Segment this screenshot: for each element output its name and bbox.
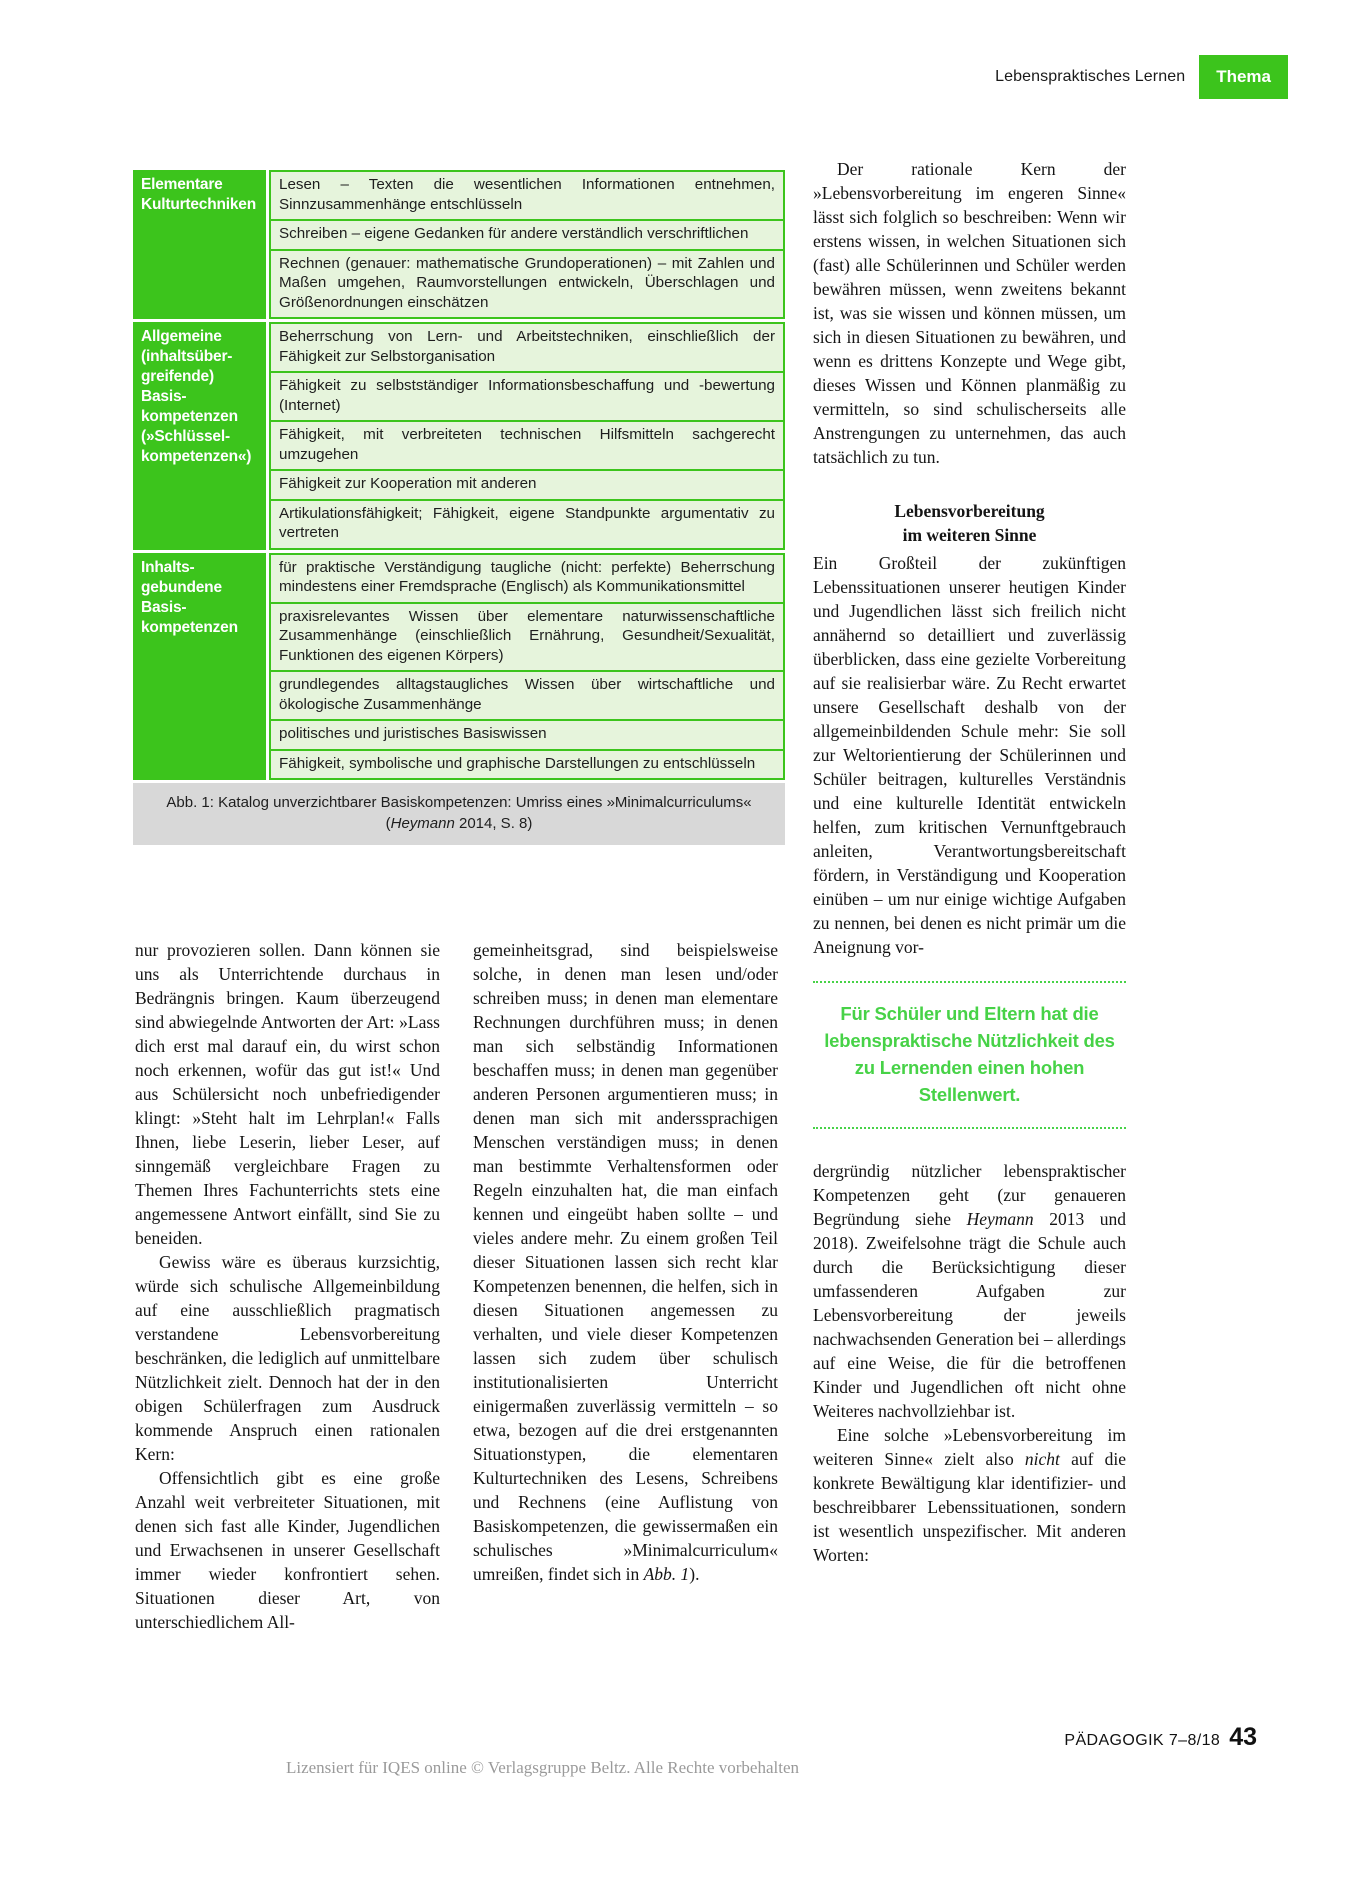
basiskompetenzen-figure — [133, 170, 785, 845]
text-column-left — [135, 938, 440, 1634]
table-cell: Beherrschung von Lern- und Arbeitstechniken, einschließlich der Fähigkeit zur Selbstorganisation — [271, 324, 783, 371]
table-cell: für praktische Verständigung taugliche (nicht: perfekte) Beherrschung mindestens einer Fremdsprache (Englisch) als Kommunikationsmittel — [271, 555, 783, 602]
table-section-inhaltsgebundene-basiskompetenzen — [133, 553, 785, 781]
section-label: Lebenspraktisches Lernen — [995, 68, 1186, 85]
table-cell: praxisrelevantes Wissen über elementare naturwissenschaftliche Zusammenhänge (einschließlich Ernährung, Gesundheit/Sexualität, Funktionen des eigenen Körpers) — [271, 604, 783, 671]
table-cell: Lesen – Texten die wesentlichen Informationen entnehmen, Sinnzusammenhänge entschlüsseln — [271, 172, 783, 219]
paragraph: Der rationale Kern der »Lebensvorbereitung im engeren Sinne« lässt sich folglich so beschreiben: Wenn wir erstens wissen, in welchen Situationen sich (fast) alle Schülerinnen und Schüler werden bewähren müssen, wenn zweitens bekannt ist, was sie wissen und können müssen, um sich in diesen Situationen zu bewähren, und wenn es drittens Konzepte und Wege gibt, dieses Wissen und Können planmäßig zu vermitteln, so sind schulischerseits alle Anstrengungen zu unternehmen, das auch tatsächlich zu tun. — [813, 159, 1126, 467]
table-cell: politisches und juristisches Basiswissen — [271, 721, 783, 749]
row-header-cell: Inhalts- gebundene Basis- kompetenzen — [133, 553, 266, 781]
table-cell: Fähigkeit zu selbstständiger Informationsbeschaffung und -bewertung (Internet) — [271, 373, 783, 420]
thema-badge: Thema — [1199, 55, 1288, 99]
page-number: 43 — [1229, 1723, 1257, 1751]
table-section-allgemeine-basiskompetenzen — [133, 322, 785, 550]
paragraph: dergründig nützlicher lebenspraktischer Kompetenzen geht (zur genaueren Begründung siehe Heymann 2013 und 2018). Zweifelsohne trägt die Schule auch durch die Berücksichtigung dieser umfassenderen Aufgaben zur Lebensvorbereitung der jeweils nachwachsenden Generation bei – allerdings auf eine Weise, die für die betroffenen Kinder und Jugendlichen oft nicht ohne Weiteres nachvollziehbar ist. — [813, 1161, 1126, 1421]
subsection-heading: Lebensvorbereitung im weiteren Sinne — [894, 501, 1045, 545]
text-column-right — [813, 157, 1126, 1567]
paragraph: Ein Großteil der zukünftigen Lebenssituationen unserer heutigen Kinder und Jugendlichen lässt sich freilich nicht annähernd so detailliert und zuverlässig überblicken, dass eine gezielte Vorbereitung auf sie realisierbar wäre. Zu Recht erwartet unsere Gesellschaft deshalb von der allgemeinbildenden Schule mehr: Sie soll zur Weltorientierung der Schülerinnen und Schüler beitragen, kulturelles Verständnis und eine kulturelle Identität entwickeln helfen, zum kritischen Vernunftgebrauch anleiten, Verantwortungsbereitschaft fördern, in Verständigung und Kooperation einüben – um nur einige wichtige Aufgaben zu nennen, bei denen es nicht primär um die Aneignung vor- — [813, 553, 1126, 957]
row-header-cell: Elementare Kulturtechniken — [133, 170, 266, 319]
journal-name: PÄDAGOGIK 7–8/18 — [1064, 1732, 1221, 1749]
table-rows — [269, 553, 785, 781]
figure-caption-line2: (Heymann 2014, S. 8) — [385, 815, 533, 832]
table-cell: Rechnen (genauer: mathematische Grundoperationen) – mit Zahlen und Maßen umgehen, Raumvorstellungen entwickeln, Überschlagen und Größenordnungen einschätzen — [271, 251, 783, 318]
paragraph: Offensichtlich gibt es eine große Anzahl weit verbreiteter Situationen, mit denen sich fast alle Kinder, Jugendlichen und Erwachsenen in unserer Gesellschaft immer wieder konfrontiert sehen. Situationen dieser Art, von unterschiedlichem All- — [135, 1468, 440, 1632]
row-header-cell: Allgemeine (inhaltsüber- greifende) Basis- kompetenzen (»Schlüssel- kompetenzen«) — [133, 322, 266, 550]
page-header — [995, 55, 1288, 99]
journal-footer — [1064, 1723, 1257, 1752]
table-rows — [269, 170, 785, 319]
table-cell: Fähigkeit zur Kooperation mit anderen — [271, 471, 783, 499]
figure-caption-line1: Abb. 1: Katalog unverzichtbarer Basiskompetenzen: Umriss eines »Minimalcurriculums« — [166, 794, 752, 811]
license-line: Lizensiert für IQES online © Verlagsgruppe Beltz. Alle Rechte vorbehalten — [285, 1758, 799, 1777]
table-cell: Schreiben – eigene Gedanken für andere verständlich verschriftlichen — [271, 221, 783, 249]
paragraph: gemeinheitsgrad, sind beispielsweise solche, in denen man lesen und/oder schreiben muss; in denen man elementare Rechnungen durchführen muss; in denen man sich selbständig Informationen beschaffen muss; in denen man gegenüber anderen Personen argumentieren muss; in denen man sich mit anderssprachigen Menschen verständigen muss; in denen man bestimmte Verhaltensformen oder Regeln einzuhalten hat, die man einfach kennen und eingeübt haben sollte – und vieles andere mehr. Zu einem großen Teil dieser Situationen lassen sich recht klar Kompetenzen benennen, die helfen, sich in diesen Situationen angemessen zu verhalten, und viele dieser Kompetenzen lassen sich zudem über schulisch institutionalisierten Unterricht einigermaßen zuverlässig vermitteln – so etwa, bezogen auf die drei erstgenannten Situationstypen, die elementaren Kulturtechniken des Lesens, Schreibens und Rechnens (eine Auflistung von Basiskompetenzen, die gewissermaßen ein schulisches »Minimalcurriculum« umreißen, findet sich in Abb. 1). — [473, 940, 778, 1584]
table-cell: grundlegendes alltagstaugliches Wissen über wirtschaftliche und ökologische Zusammenhänge — [271, 672, 783, 719]
paragraph: Gewiss wäre es überaus kurzsichtig, würde sich schulische Allgemeinbildung auf eine ausschließlich pragmatisch verstandene Lebensvorbereitung beschränken, die lediglich auf unmittelbare Nützlichkeit zielt. Dennoch hat der in den obigen Schülerfragen zum Ausdruck kommende Anspruch einen rationalen Kern: — [135, 1252, 440, 1464]
table-rows — [269, 322, 785, 550]
paragraph: Eine solche »Lebensvorbereitung im weiteren Sinne« zielt also nicht auf die konkrete Bewältigung klar identifizier- und beschreibbarer Lebenssituationen, sondern ist wesentlich unspezifischer. Mit anderen Worten: — [813, 1425, 1126, 1565]
table-cell: Fähigkeit, symbolische und graphische Darstellungen zu entschlüsseln — [271, 751, 783, 779]
table-section-elementare-kulturtechniken — [133, 170, 785, 319]
text-column-middle — [473, 938, 778, 1586]
table-cell: Artikulationsfähigkeit; Fähigkeit, eigene Standpunkte argumentativ zu vertreten — [271, 501, 783, 548]
figure-caption — [133, 783, 785, 845]
paragraph: nur provozieren sollen. Dann können sie uns als Unterrichtende durchaus in Bedrängnis bringen. Kaum überzeugend sind abwiegelnde Antworten der Art: »Lass dich erst mal darauf ein, du wirst schon noch erkennen, wofür das gut ist!« Und aus Schülersicht noch unbefriedigender klingt: »Steht halt im Lehrplan!« Falls Ihnen, liebe Leserin, lieber Leser, auf sinngemäß vergleichbare Fragen zu Themen Ihres Fachunterrichts stets eine angemessene Antwort einfällt, sind Sie zu beneiden. — [135, 940, 440, 1248]
table-cell: Fähigkeit, mit verbreiteten technischen Hilfsmitteln sachgerecht umzugehen — [271, 422, 783, 469]
pull-quote: Für Schüler und Eltern hat die lebenspraktische Nützlichkeit des zu Lernenden einen hohen Stellenwert. — [813, 981, 1126, 1129]
